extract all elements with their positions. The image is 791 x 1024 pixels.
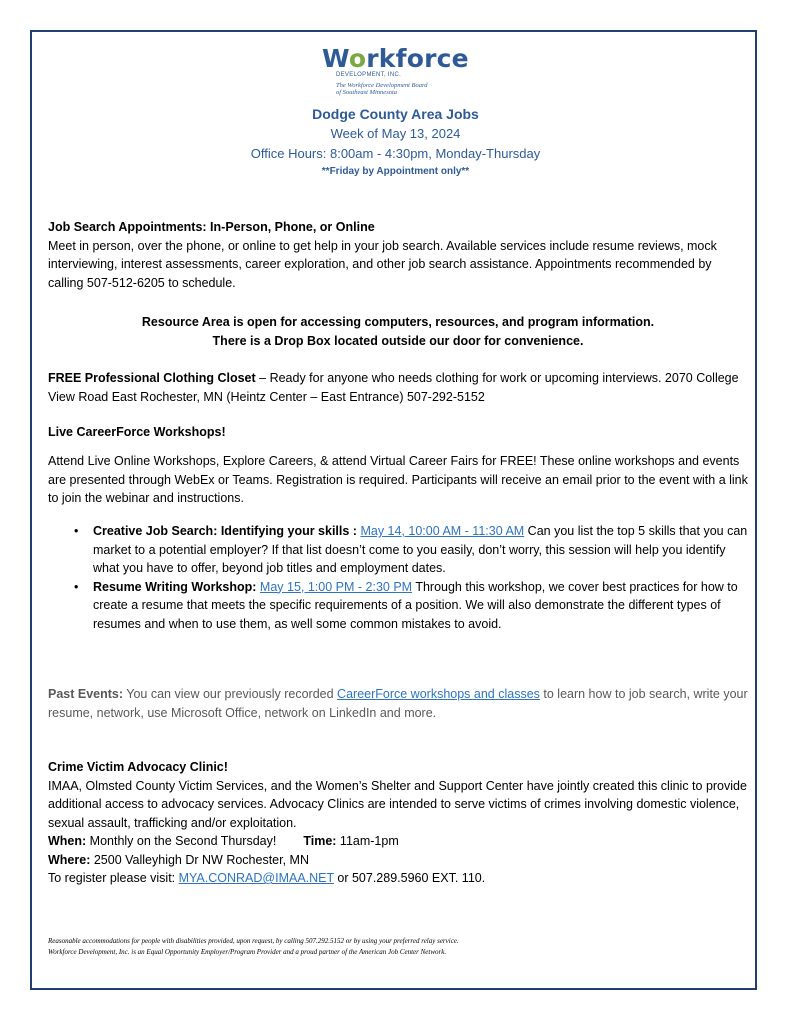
email-link[interactable]: MYA.CONRAD@IMAA.NET	[178, 871, 334, 885]
clothing-text: – Ready for anyone who needs clothing for work or upcoming interviews. 2070 College View Road East Rochester, MN (Heintz Center – East Entrance) 507-292-5152	[48, 371, 739, 404]
workshop-description: Through this workshop, we cover best practices for how to create a resume that meets the specific requirements of a position. We will also demonstrate the different types of resumes and when to use them, as well some common mistakes to avoid.	[93, 579, 738, 631]
workshop-title: Creative Job Search: Identifying your skills :	[93, 524, 361, 538]
footer-line-2: Workforce Development, Inc. is an Equal Opportunity Employer/Program Provider and a proud partner of the American Job Center Network.	[48, 948, 447, 956]
page-title: Dodge County Area Jobs	[312, 106, 479, 122]
register-text: To register please visit:	[48, 871, 179, 885]
where-value: 2500 Valleyhigh Dr NW Rochester, MN	[90, 852, 309, 867]
past-events-link[interactable]: CareerForce workshops and classes	[337, 687, 540, 701]
workshops-intro: Attend Live Online Workshops, Explore Careers, & attend Virtual Career Fairs for FREE! These online workshops and events are presented through WebEx or Teams. Registration is required. Participants will receive an email prior to the event with a link to join the webinar and instructions.	[48, 454, 748, 505]
office-hours: Office Hours: 8:00am - 4:30pm, Monday-Thursday	[250, 146, 541, 161]
footer-line-1: Reasonable accommodations for people with disabilities provided, upon request, by calling 507.292.5152 or by using your preferred relay service.	[48, 937, 459, 945]
workshop-description: Can you list the top 5 skills that you can market to a potential employer? If that list doesn’t come to you easily, don’t worry, this session will help you identify what you have to offer, beyond job titles and employment dates.	[93, 524, 748, 575]
register-phone: or 507.289.5960 EXT. 110.	[333, 871, 486, 885]
workshop-date-link[interactable]: May 15, 1:00 PM - 2:30 PM	[259, 579, 413, 594]
time-label: Time:	[303, 834, 337, 848]
resource-line-2: There is a Drop Box located outside our door for convenience.	[212, 333, 584, 348]
past-events-text: You can view our previously recorded	[123, 687, 338, 701]
bullet: •	[74, 579, 79, 594]
workshop-date-link[interactable]: May 14, 10:00 AM - 11:30 AM	[360, 524, 525, 538]
resource-area-notice	[48, 313, 748, 350]
friday-note: **Friday by Appointment only**	[321, 166, 470, 177]
appointments-section	[48, 218, 748, 292]
bullet: •	[74, 524, 79, 538]
clinic-when-row	[48, 832, 748, 851]
logo-wordmark: Workforce	[322, 44, 469, 73]
appointments-heading: Job Search Appointments: In-Person, Phone, or Online	[48, 220, 375, 234]
logo-subtitle: DEVELOPMENT, INC.	[336, 72, 402, 78]
logo-tagline-2: of Southeast Minnesota	[336, 89, 398, 96]
when-label: When:	[48, 834, 87, 848]
appointments-body: Meet in person, over the phone, or online to get help in your job search. Available services include resume reviews, mock interviewing, interest assessments, career exploration, and other job search assistance. Appointments recommended by calling 507-512-6205 to schedule.	[48, 238, 717, 290]
time-value: 11am-1pm	[336, 834, 399, 848]
clinic-body: IMAA, Olmsted County Victim Services, and the Women’s Shelter and Support Center have jointly created this clinic to provide additional access to advocacy services. Advocacy Clinics are intended to serve victims of crimes involving domestic violence, sexual assault, trafficking and/or exploitation.	[48, 778, 747, 830]
clothing-heading: FREE Professional Clothing Closet	[48, 371, 256, 385]
past-events-label: Past Events:	[48, 687, 124, 701]
where-label: Where:	[48, 852, 91, 867]
list-item	[74, 522, 748, 578]
workshops-list	[48, 522, 748, 633]
logo-tagline-1: The Workforce Development Board	[336, 82, 428, 89]
clinic-where-row	[48, 851, 748, 870]
when-value: Monthly on the Second Thursday!	[86, 834, 277, 848]
past-events-section	[48, 685, 748, 722]
clinic-section	[48, 758, 748, 888]
past-events-text-2: to learn how to job search, write your resume, network, use Microsoft Office, network on LinkedIn and more.	[48, 687, 748, 720]
workforce-logo	[322, 46, 472, 96]
clothing-closet-section	[48, 369, 748, 406]
clinic-heading: Crime Victim Advocacy Clinic!	[48, 760, 228, 774]
week-label: Week of May 13, 2024	[330, 126, 461, 141]
workshops-heading: Live CareerForce Workshops!	[48, 425, 226, 439]
resource-line-1: Resource Area is open for accessing computers, resources, and program information.	[141, 315, 655, 329]
list-item	[74, 578, 748, 634]
clinic-register-row	[48, 869, 748, 888]
workshop-title: Resume Writing Workshop:	[93, 579, 260, 594]
footer	[48, 936, 748, 958]
